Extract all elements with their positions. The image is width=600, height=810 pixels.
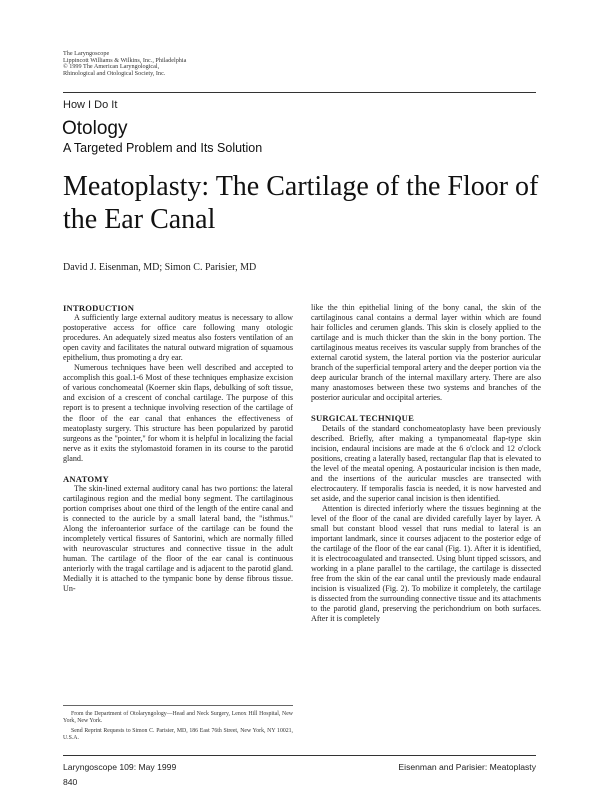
publication-info-line: © 1999 The American Laryngological, <box>63 63 160 71</box>
anatomy-heading: ANATOMY <box>63 473 109 484</box>
right-column <box>311 303 541 624</box>
footnote-reprints: Send Reprint Requests to Simon C. Parisier, MD, 186 East 76th Street, New York, NY 10021, U.S.A. <box>63 728 293 741</box>
article-title: Meatoplasty: The Cartilage of the Floor of the Ear Canal <box>63 171 539 235</box>
surgical-technique-heading: SURGICAL TECHNIQUE <box>311 413 415 424</box>
body-paragraph: The skin-lined external auditory canal has two portions: the lateral cartilaginous region and the medial bony segment. The cartilaginous portion comprises about one third of the length of the entire canal and is connected to the auricle by a small lateral band, the "isthmus." Along the inferoanterior surface of the cartilage can be found the incompletely vertical fissures of Santorini, which are normally filled with neurovascular structures and connective tissue in the adult human. The cartilage of the floor of the ear canal is continuous anteriorly with the tragal cartilage and is adjacent to the parotid gland. Medially it is attached to the tympanic bone by dense fibrous tissue. Un- <box>63 483 293 594</box>
section-subtitle: A Targeted Problem and Its Solution <box>63 141 263 155</box>
body-paragraph: Attention is directed inferiorly where the tissues beginning at the level of the floor of the canal are divided carefully layer by layer. A small but constant blood vessel that runs medial to lateral is an important landmark, since it courses adjacent to the posterior edge of the cartilage of the floor of the ear canal (Fig. 1). After it is identified, it is electrocoagulated and transected. Using blunt tipped scissors, and working in a plane parallel to the cartilage, the cartilage is dissected free from the skin of the ear canal until the previously made endaural incision is visualized (Fig. 2). To mobilize it completely, the cartilage is dissected from the surrounding connective tissue and its attachments to the parotid gland, preserving the perichondrium on both surfaces. After it is completely <box>311 503 541 624</box>
body-paragraph: Numerous techniques have been well described and accepted to accomplish this goal.1-6 Most of these techniques emphasize excision of various conchomeatal (Koerner skin flaps, debulking of soft tissue, and excision of a crescent of conchal cartilage. The purpose of this report is to present a technique involving resection of the cartilage of the floor of the ear canal that enhances the effectiveness of meatoplasty surgery. This structure has been popularized by parotid surgeons as the "pointer," for whom it is helpful in localizing the facial nerve as it exits the stylomastoid foramen in its course to the parotid gland. <box>63 363 293 463</box>
article-authors: David J. Eisenman, MD; Simon C. Parisier, MD <box>63 262 257 273</box>
footnote-affiliation: From the Department of Otolaryngology—Head and Neck Surgery, Lenox Hill Hospital, New York, New York. <box>63 711 293 724</box>
body-paragraph: A sufficiently large external auditory meatus is necessary to allow postoperative access for office care following many otologic procedures. An adequately sized meatus also fosters ventilation of an open cavity and facilitates the natural outward migration of squamous epithelium, thus promoting a dry ear. <box>63 313 293 363</box>
footnote-divider <box>63 705 293 706</box>
publication-info-line: The Laryngoscope <box>63 50 110 57</box>
running-head: Eisenman and Parisier: Meatoplasty <box>398 762 536 772</box>
introduction-heading: INTRODUCTION <box>63 303 135 313</box>
page-number: 840 <box>63 777 78 787</box>
series-label: How I Do It <box>63 99 118 111</box>
footnotes <box>63 711 293 745</box>
header-divider <box>63 92 536 93</box>
publication-info-line: Rhinological and Otological Society, Inc. <box>63 69 166 77</box>
publication-info-line: Lippincott Williams & Wilkins, Inc., Philadelphia <box>63 56 187 64</box>
specialty-heading: Otology <box>62 118 128 139</box>
journal-citation: Laryngoscope 109: May 1999 <box>63 762 177 772</box>
footer-divider <box>63 755 536 756</box>
body-paragraph: like the thin epithelial lining of the bony canal, the skin of the cartilaginous canal contains a dermal layer within which are found hair follicles and cerumen glands. This skin is closely applied to the cartilage and is much thicker than the skin in the bony portion. The cartilaginous meatus receives its vascular supply from branches of the external carotid system, the lateral portion via the posterior auricular branch of the superficial temporal artery and the deeper portion via the deep auricular branch of the internal maxillary artery. There are also many anastomoses between these two systems and branches of the posterior auricular and occipital arteries. <box>311 303 541 403</box>
body-paragraph: Details of the standard conchomeatoplasty have been previously described. Briefly, after making a tympanomeatal flap-type skin incision, endaural incisions are made at the 6 o'clock and 12 o'clock positions, creating a laterally based, rectangular flap that is elevated to the level of the meatal opening. A postauricular incision is then made, and the insertions of the auricular muscles are transected with electrocautery. If temporalis fascia is needed, it is now harvested and set aside, and the superior canal incision is then identified. <box>311 423 541 503</box>
publication-info <box>63 51 186 77</box>
left-column <box>63 303 293 594</box>
